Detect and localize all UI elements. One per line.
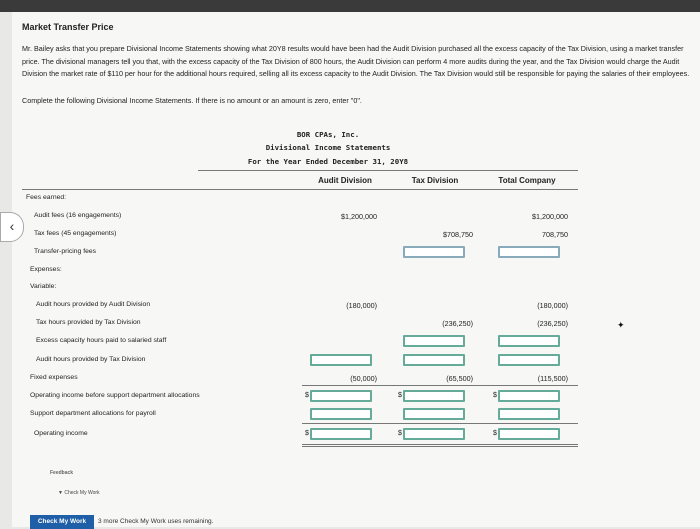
label-fixed-expenses: Fixed expenses — [30, 374, 78, 381]
label-transfer-fees: Transfer-pricing fees — [34, 248, 97, 255]
instruction-text: Complete the following Divisional Income Statements. If there is no amount or an amount is zero, enter "0". — [22, 96, 362, 105]
statement-company: BOR CPAs, Inc. — [296, 130, 360, 139]
header-rule — [198, 170, 578, 171]
top-bar — [0, 0, 700, 12]
transfer-fees-total-input[interactable] — [498, 246, 560, 258]
label-variable: Variable: — [30, 283, 57, 290]
op-before-tax-input[interactable] — [403, 390, 465, 402]
label-tax-fees: Tax fees (45 engagements) — [34, 230, 117, 237]
dollar-sign: $ — [305, 430, 309, 437]
label-audit-fees: Audit fees (16 engagements) — [34, 212, 122, 219]
dollar-sign: $ — [398, 392, 402, 399]
audit-fees-audit: $1,200,000 — [341, 212, 377, 221]
audit-hours-tax-tax-input[interactable] — [403, 354, 465, 366]
problem-title: Market Transfer Price — [22, 22, 114, 32]
fixed-total-value: (115,500) — [537, 374, 568, 383]
double-rule-top — [302, 444, 578, 445]
tax-fees-tax: $708,750 — [443, 230, 473, 239]
col-header-rule — [22, 189, 578, 190]
op-before-total-input[interactable] — [498, 390, 560, 402]
remaining-uses-text: 3 more Check My Work uses remaining. — [98, 518, 214, 525]
feedback-heading: Feedback — [50, 470, 74, 476]
op-before-audit-input[interactable] — [310, 390, 372, 402]
col-audit-division: Audit Division — [318, 176, 372, 185]
problem-paragraph: Mr. Bailey asks that you prepare Divisional Income Statements showing what 20Y8 results would have been had the Audit Division purchased all the excess capacity of the Tax Division, using a market transfer price. The divisional managers tell you that, with the excess capacity of the Tax Division of 800 hours, the Audit Division can perform 4 more audits during the year, and the Tax Division would charge the Audit Division the market rate of $110 per hour for the additional hours required, selling all its excess capacity to the Audit Division. The Tax Division would still be responsible for paying the salaries of their employees. — [22, 44, 690, 78]
label-expenses: Expenses: — [30, 266, 62, 273]
mouse-cursor-icon: ✦ — [617, 320, 625, 330]
tax-hours-tax-value: (236,250) — [442, 319, 473, 328]
label-excess-capacity: Excess capacity hours paid to salaried staff — [36, 337, 167, 344]
double-rule-bottom — [302, 446, 578, 447]
support-alloc-audit-input[interactable] — [310, 408, 372, 420]
col-tax-division: Tax Division — [411, 176, 459, 185]
total-rule — [302, 423, 578, 424]
check-my-work-button[interactable]: Check My Work — [30, 515, 94, 529]
label-audit-hours-tax: Audit hours provided by Tax Division — [36, 356, 146, 363]
fixed-audit-value: (50,000) — [350, 374, 377, 383]
subtotal-rule — [302, 385, 578, 386]
dollar-sign: $ — [493, 392, 497, 399]
statement-period: For the Year Ended December 31, 20Y8 — [247, 157, 409, 166]
check-my-work-toggle[interactable]: ▼ Check My Work — [58, 490, 100, 496]
label-op-before: Operating income before support department allocations — [30, 392, 200, 399]
label-tax-hours-tax: Tax hours provided by Tax Division — [36, 319, 141, 326]
excess-capacity-tax-input[interactable] — [403, 335, 465, 347]
support-alloc-tax-input[interactable] — [403, 408, 465, 420]
label-audit-hours-audit: Audit hours provided by Audit Division — [36, 301, 151, 308]
tax-hours-total-value: (236,250) — [537, 319, 568, 328]
label-support-alloc: Support department allocations for payroll — [30, 410, 156, 417]
check-my-work-link-label: Check My Work — [64, 490, 100, 496]
operating-income-tax-input[interactable] — [403, 428, 465, 440]
tax-fees-total: 708,750 — [542, 230, 568, 239]
support-alloc-total-input[interactable] — [498, 408, 560, 420]
dollar-sign: $ — [398, 430, 402, 437]
statement-name: Divisional Income Statements — [265, 143, 391, 152]
audit-hours-audit-value: (180,000) — [346, 301, 377, 310]
audit-hours-tax-audit-input[interactable] — [310, 354, 372, 366]
col-total-company: Total Company — [498, 176, 556, 185]
audit-hours-total-value: (180,000) — [537, 301, 568, 310]
transfer-fees-tax-input[interactable] — [403, 246, 465, 258]
operating-income-audit-input[interactable] — [310, 428, 372, 440]
dollar-sign: $ — [493, 430, 497, 437]
fixed-tax-value: (65,500) — [446, 374, 473, 383]
label-fees-earned: Fees earned: — [26, 194, 67, 201]
audit-hours-tax-total-input[interactable] — [498, 354, 560, 366]
dollar-sign: $ — [305, 392, 309, 399]
problem-page — [12, 12, 700, 527]
audit-fees-total: $1,200,000 — [532, 212, 568, 221]
operating-income-total-input[interactable] — [498, 428, 560, 440]
chevron-left-icon[interactable]: ‹ — [0, 212, 24, 242]
label-operating-income: Operating income — [34, 430, 88, 437]
excess-capacity-total-input[interactable] — [498, 335, 560, 347]
